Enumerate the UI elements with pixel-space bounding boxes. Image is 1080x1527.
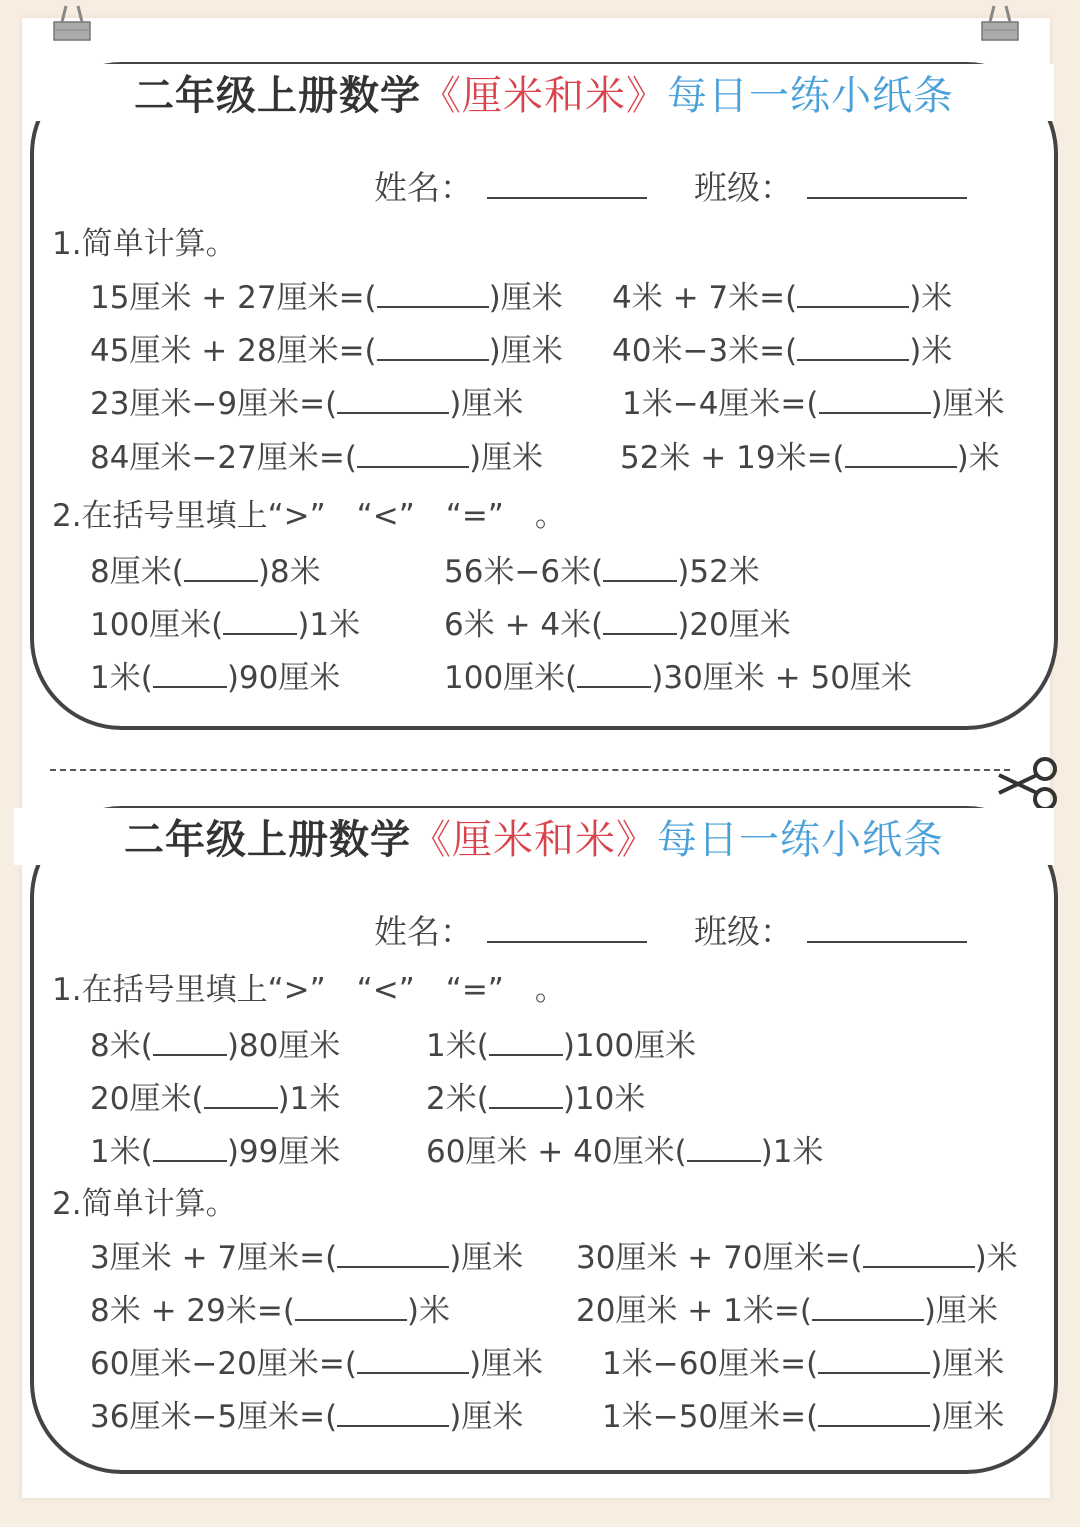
binder-clip-icon: [980, 4, 1020, 42]
section-heading: 1.在括号里填上“>” “<” “=” 。: [52, 972, 566, 1008]
calc-problem: 15厘米 + 27厘米=( )厘米: [90, 280, 563, 316]
answer-blank[interactable]: [153, 1026, 227, 1056]
name-line[interactable]: [487, 911, 647, 943]
compare-problem: 20厘米( )1米: [90, 1081, 341, 1117]
answer-blank[interactable]: [818, 1397, 930, 1427]
compare-problem: 1米( )99厘米: [90, 1134, 341, 1170]
calc-problem: 1米−60厘米=( )厘米: [602, 1346, 1005, 1382]
answer-blank[interactable]: [812, 1291, 924, 1321]
calc-problem: 1米−50厘米=( )厘米: [602, 1399, 1005, 1435]
answer-blank[interactable]: [153, 1132, 227, 1162]
compare-problem: 8米( )80厘米: [90, 1028, 341, 1064]
compare-problem: 8厘米( )8米: [90, 554, 321, 590]
calc-problem: 84厘米−27厘米=( )厘米: [90, 440, 544, 476]
answer-blank[interactable]: [295, 1291, 407, 1321]
name-label: 姓名：: [374, 912, 473, 951]
compare-problem: 1米( )100厘米: [426, 1028, 697, 1064]
calc-problem: 60厘米−20厘米=( )厘米: [90, 1346, 544, 1382]
cut-line: [50, 769, 1010, 771]
title-daily: 每日一练小纸条: [667, 73, 954, 119]
class-label: 班级：: [694, 168, 793, 207]
section-heading: 2.简单计算。: [52, 1186, 237, 1222]
name-label: 姓名：: [374, 168, 473, 207]
answer-blank[interactable]: [223, 605, 297, 635]
compare-problem: 60厘米 + 40厘米( )1米: [426, 1134, 824, 1170]
compare-problem: 6米 + 4米( )20厘米: [444, 607, 791, 643]
calc-problem: 20厘米 + 1米=( )厘米: [576, 1293, 999, 1329]
class-field[interactable]: [694, 906, 967, 953]
compare-problem: 2米( )10米: [426, 1081, 646, 1117]
title-topic: 《厘米和米》: [411, 817, 657, 863]
calc-problem: 40米−3米=( )米: [612, 333, 953, 369]
title-daily: 每日一练小纸条: [657, 817, 944, 863]
calc-problem: 4米 + 7米=( )米: [612, 280, 953, 316]
section-heading: 2.在括号里填上“>” “<” “=” 。: [52, 498, 566, 534]
answer-blank[interactable]: [797, 331, 909, 361]
answer-blank[interactable]: [184, 552, 258, 582]
answer-blank[interactable]: [603, 552, 677, 582]
calc-problem: 1米−4厘米=( )厘米: [622, 386, 1005, 422]
compare-problem: 1米( )90厘米: [90, 660, 341, 696]
binder-clip-icon: [52, 4, 92, 42]
class-label: 班级：: [694, 912, 793, 951]
calc-problem: 23厘米−9厘米=( )厘米: [90, 386, 524, 422]
answer-blank[interactable]: [337, 1397, 449, 1427]
answer-blank[interactable]: [818, 1344, 930, 1374]
answer-blank[interactable]: [845, 438, 957, 468]
compare-problem: 100厘米( )1米: [90, 607, 361, 643]
title-grade: 二年级上册数学: [134, 73, 421, 119]
answer-blank[interactable]: [377, 278, 489, 308]
worksheet-title: [34, 64, 1054, 121]
title-topic: 《厘米和米》: [421, 73, 667, 119]
class-line[interactable]: [807, 911, 967, 943]
answer-blank[interactable]: [819, 384, 931, 414]
name-field[interactable]: [374, 162, 647, 209]
scissors-icon: [995, 755, 1061, 815]
answer-blank[interactable]: [489, 1026, 563, 1056]
answer-blank[interactable]: [489, 1079, 563, 1109]
name-line[interactable]: [487, 167, 647, 199]
calc-problem: 36厘米−5厘米=( )厘米: [90, 1399, 524, 1435]
calc-problem: 30厘米 + 70厘米=( )米: [576, 1240, 1018, 1276]
class-field[interactable]: [694, 162, 967, 209]
answer-blank[interactable]: [357, 438, 469, 468]
calc-problem: 8米 + 29米=( )米: [90, 1293, 451, 1329]
answer-blank[interactable]: [204, 1079, 278, 1109]
worksheet-title: [14, 808, 1054, 865]
worksheet-card-2: [30, 806, 1058, 1474]
title-grade: 二年级上册数学: [124, 817, 411, 863]
answer-blank[interactable]: [687, 1132, 761, 1162]
name-field[interactable]: [374, 906, 647, 953]
answer-blank[interactable]: [153, 658, 227, 688]
answer-blank[interactable]: [797, 278, 909, 308]
answer-blank[interactable]: [357, 1344, 469, 1374]
section-heading: 1.简单计算。: [52, 226, 237, 262]
compare-problem: 100厘米( )30厘米 + 50厘米: [444, 660, 912, 696]
answer-blank[interactable]: [337, 384, 449, 414]
calc-problem: 3厘米 + 7厘米=( )厘米: [90, 1240, 524, 1276]
calc-problem: 52米 + 19米=( )米: [620, 440, 1000, 476]
class-line[interactable]: [807, 167, 967, 199]
answer-blank[interactable]: [577, 658, 651, 688]
calc-problem: 45厘米 + 28厘米=( )厘米: [90, 333, 563, 369]
compare-problem: 56米−6米( )52米: [444, 554, 760, 590]
answer-blank[interactable]: [603, 605, 677, 635]
answer-blank[interactable]: [377, 331, 489, 361]
answer-blank[interactable]: [863, 1238, 975, 1268]
answer-blank[interactable]: [337, 1238, 449, 1268]
worksheet-card-1: [30, 62, 1058, 730]
